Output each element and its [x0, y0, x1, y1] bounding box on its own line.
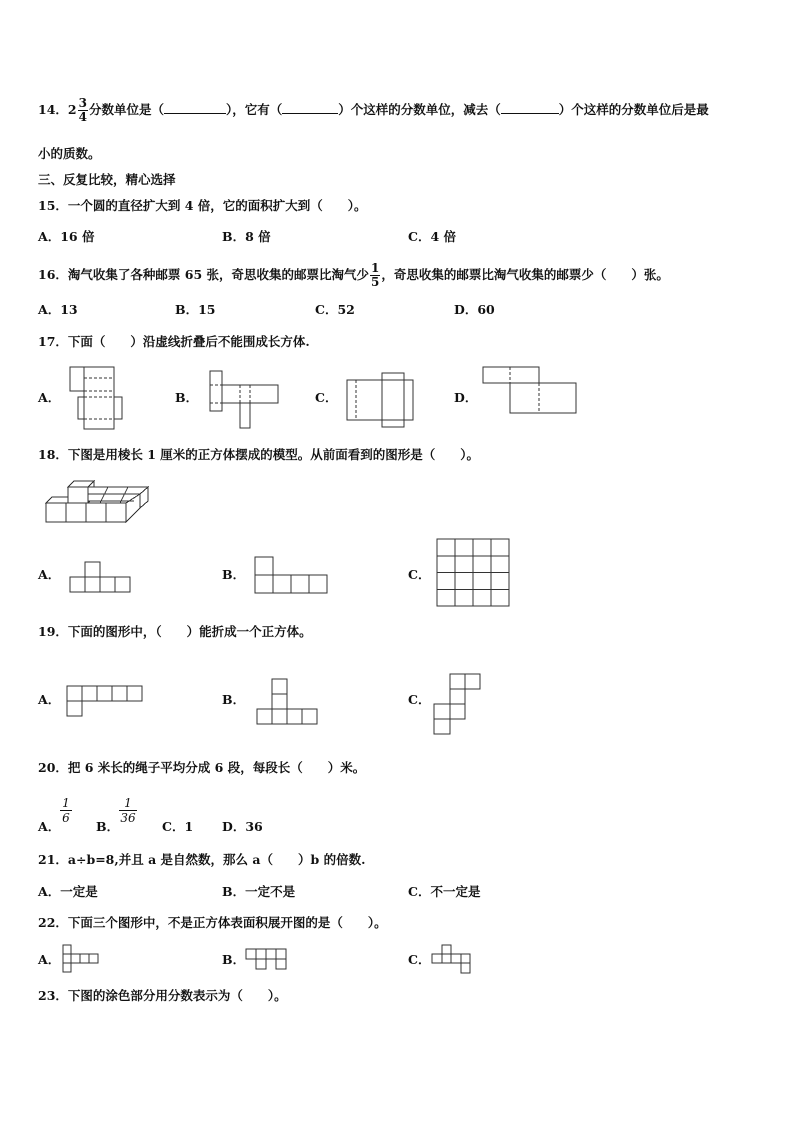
q14-blank-3[interactable] [501, 102, 559, 114]
q15-stem: 15．一个圆的直径扩大到 4 倍，它的面积扩大到（ ）。 [38, 198, 367, 213]
q18-view-a [69, 561, 133, 595]
q19-label-c[interactable]: C． [408, 692, 431, 707]
q15-option-b[interactable]: B．8 倍 [222, 229, 271, 244]
q22-net-b [245, 948, 289, 972]
q20-a-numerator: 1 [60, 796, 72, 811]
q17-label-d[interactable]: D． [454, 390, 478, 405]
q20-label-b[interactable]: B． [96, 819, 120, 834]
q17-net-b [208, 370, 280, 430]
q21-option-c[interactable]: C．不一定是 [408, 884, 481, 899]
q18-label-c[interactable]: C． [408, 567, 431, 582]
q20-label-a[interactable]: A． [38, 819, 61, 834]
q22-stem: 22．下面三个图形中，不是正方体表面积展开图的是（ ）。 [38, 915, 387, 930]
q14-blank-1[interactable] [164, 102, 226, 114]
q22-label-a[interactable]: A． [38, 952, 61, 967]
q19-net-a [66, 685, 146, 719]
q14-text-a: 分数单位是（ [88, 102, 164, 117]
q17-label-c[interactable]: C． [315, 390, 338, 405]
q19-stem: 19．下面的图形中，（ ）能折成一个正方体。 [38, 624, 312, 639]
q17-label-a[interactable]: A． [38, 390, 61, 405]
q20-option-d[interactable]: D．36 [222, 819, 263, 834]
q14-text-c: ）个这样的分数单位，减去（ [338, 102, 501, 117]
q15-option-c[interactable]: C．4 倍 [408, 229, 456, 244]
q21-stem: 21．a÷b=8,并且 a 是自然数，那么 a（ ）b 的倍数. [38, 852, 366, 867]
q16-option-c[interactable]: C．52 [315, 302, 355, 317]
q23-stem: 23．下图的涂色部分用分数表示为（ ）。 [38, 988, 287, 1003]
q16-stem [38, 262, 669, 289]
q16-stem-b: ，奇思收集的邮票比淘气收集的邮票少（ ）张。 [381, 267, 669, 282]
section-heading: 三、反复比较，精心选择 [38, 172, 176, 187]
q16-stem-a: 16．淘气收集了各种邮票 65 张，奇思收集的邮票比淘气少 [38, 267, 369, 282]
q18-cube-model [44, 480, 150, 524]
q18-view-b [254, 556, 330, 596]
q14-whole: 2 [67, 102, 77, 117]
q17-net-a [68, 366, 128, 430]
q20-b-numerator: 1 [119, 796, 137, 811]
q18-view-c [436, 538, 512, 608]
q20-a-denominator: 6 [62, 811, 70, 825]
q19-net-b [256, 678, 322, 728]
q20-a-fraction [60, 796, 72, 825]
q22-label-b[interactable]: B． [222, 952, 246, 967]
q14-text-d: ）个这样的分数单位后是最 [558, 102, 709, 117]
q20-b-fraction [119, 796, 137, 825]
q19-net-c [433, 673, 485, 739]
q16-fraction [370, 262, 380, 289]
q14-denominator: 4 [78, 110, 87, 124]
q21-option-b[interactable]: B．一定不是 [222, 884, 296, 899]
q20-b-denominator: 36 [120, 811, 136, 825]
q14-line2: 小的质数。 [38, 146, 101, 161]
q18-label-a[interactable]: A． [38, 567, 61, 582]
q14-number: 14． [38, 102, 68, 117]
q21-option-a[interactable]: A．一定是 [38, 884, 98, 899]
q17-stem: 17．下面（ ）沿虚线折叠后不能围成长方体. [38, 334, 310, 349]
q22-label-c[interactable]: C． [408, 952, 431, 967]
q15-option-a[interactable]: A．16 倍 [38, 229, 95, 244]
q17-net-d [482, 366, 578, 416]
q16-denominator: 5 [371, 275, 380, 289]
q19-label-a[interactable]: A． [38, 692, 61, 707]
q17-net-c [346, 372, 416, 428]
q14-numerator: 3 [78, 96, 87, 110]
q17-label-b[interactable]: B． [175, 390, 199, 405]
q14-blank-2[interactable] [282, 102, 338, 114]
q16-option-d[interactable]: D．60 [454, 302, 495, 317]
q22-net-c [431, 944, 475, 976]
q18-label-b[interactable]: B． [222, 567, 246, 582]
q14-fraction [78, 97, 88, 124]
q19-label-b[interactable]: B． [222, 692, 246, 707]
q18-stem: 18．下图是用棱长 1 厘米的正方体摆成的模型。从前面看到的图形是（ ）。 [38, 447, 480, 462]
q16-numerator: 1 [371, 261, 380, 275]
q20-stem: 20．把 6 米长的绳子平均分成 6 段，每段长（ ）米。 [38, 760, 366, 775]
q20-option-c[interactable]: C．1 [162, 819, 194, 834]
q14-line1 [38, 97, 709, 124]
q22-net-a [62, 944, 104, 974]
q16-option-b[interactable]: B．15 [175, 302, 216, 317]
q14-text-b: ），它有（ [225, 102, 283, 117]
q16-option-a[interactable]: A．13 [38, 302, 78, 317]
